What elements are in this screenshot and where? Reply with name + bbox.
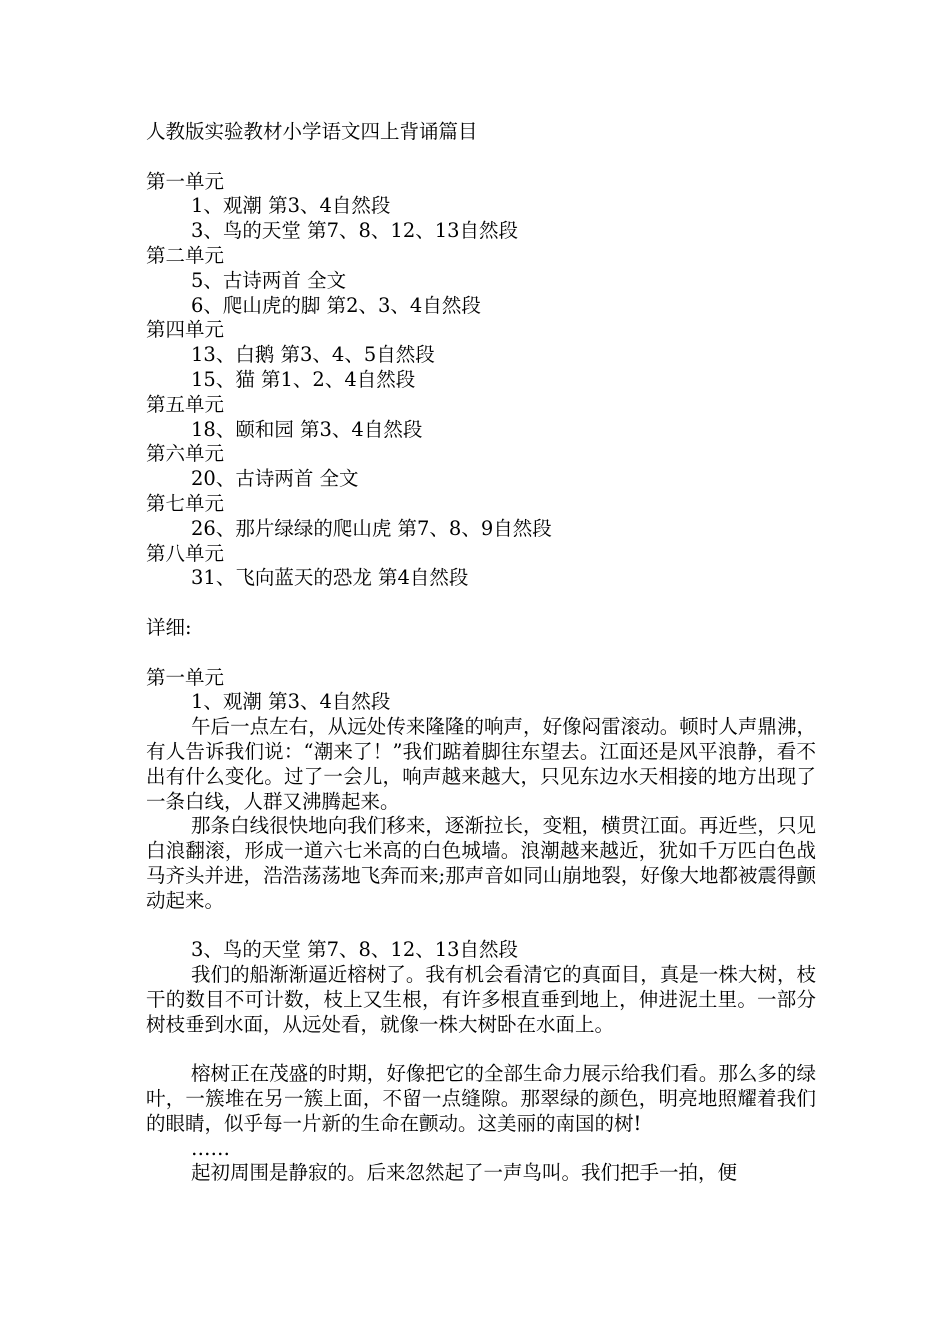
lesson-paragraph: 那条白线很快地向我们移来，逐渐拉长，变粗，横贯江面。再近些，只见白浪翻滚，形成一道六七米高的白色城墙。浪潮越来越近，犹如千万匹白色战马齐头并进，浩浩荡荡地飞奔而来;那声音如同山崩地裂，好像大地都被震得颤动起来。 [146,814,816,912]
lesson-paragraph: 我们的船渐渐逼近榕树了。我有机会看清它的真面目，真是一株大树，枝干的数目不可计数，枝上又生根，有许多根直垂到地上，伸进泥土里。一部分树枝垂到水面，从远处看，就像一株大树卧在水面上。 [146,963,816,1036]
doc-title: 人教版实验教材小学语文四上背诵篇目 [146,120,478,143]
unit-heading: 第一单元 [146,169,225,193]
unit-item: 13、白鹅 第3、4、5自然段 [191,343,435,367]
unit-item: 1、观潮 第3、4自然段 [191,194,391,218]
unit-item: 15、猫 第1、2、4自然段 [191,367,416,391]
spacer [146,1037,816,1062]
spacer [146,914,816,939]
unit-heading: 第五单元 [146,392,225,416]
spacer [146,145,816,170]
unit-heading: 第七单元 [146,491,225,515]
lesson-heading: 1、观潮 第3、4自然段 [191,690,391,714]
detail-unit-heading: 第一单元 [146,665,225,689]
spacer [146,591,816,616]
detail-label: 详细: [146,615,192,639]
spacer [146,641,816,666]
unit-item: 26、那片绿绿的爬山虎 第7、8、9自然段 [191,516,552,540]
unit-item: 31、飞向蓝天的恐龙 第4自然段 [191,566,469,590]
lesson-paragraph: 榕树正在茂盛的时期，好像把它的全部生命力展示给我们看。那么多的绿叶，一簇堆在另一簇上面，不留一点缝隙。那翠绿的颜色，明亮地照耀着我们的眼睛，似乎每一片新的生命在颤动。这美丽的南国的树! [146,1062,816,1135]
unit-heading: 第二单元 [146,243,225,267]
document-page [146,120,816,1186]
unit-item: 5、古诗两首 全文 [191,268,347,292]
ellipsis: …… [191,1136,230,1160]
unit-heading: 第八单元 [146,541,225,565]
lesson-paragraph: 起初周围是静寂的。后来忽然起了一声鸟叫。我们把手一拍，便 [191,1161,738,1185]
unit-item: 20、古诗两首 全文 [191,467,359,491]
lesson-paragraph: 午后一点左右，从远处传来隆隆的响声，好像闷雷滚动。顿时人声鼎沸，有人告诉我们说：“潮来了！”我们踮着脚往东望去。江面还是风平浪静，看不出有什么变化。过了一会儿，响声越来越大，只见东边水天相接的地方出现了一条白线，人群又沸腾起来。 [146,715,816,813]
unit-item: 18、颐和园 第3、4自然段 [191,417,423,441]
unit-heading: 第六单元 [146,442,225,466]
unit-item: 6、爬山虎的脚 第2、3、4自然段 [191,293,481,317]
lesson-heading: 3、鸟的天堂 第7、8、12、13自然段 [191,938,519,962]
unit-item: 3、鸟的天堂 第7、8、12、13自然段 [191,219,519,243]
unit-heading: 第四单元 [146,318,225,342]
